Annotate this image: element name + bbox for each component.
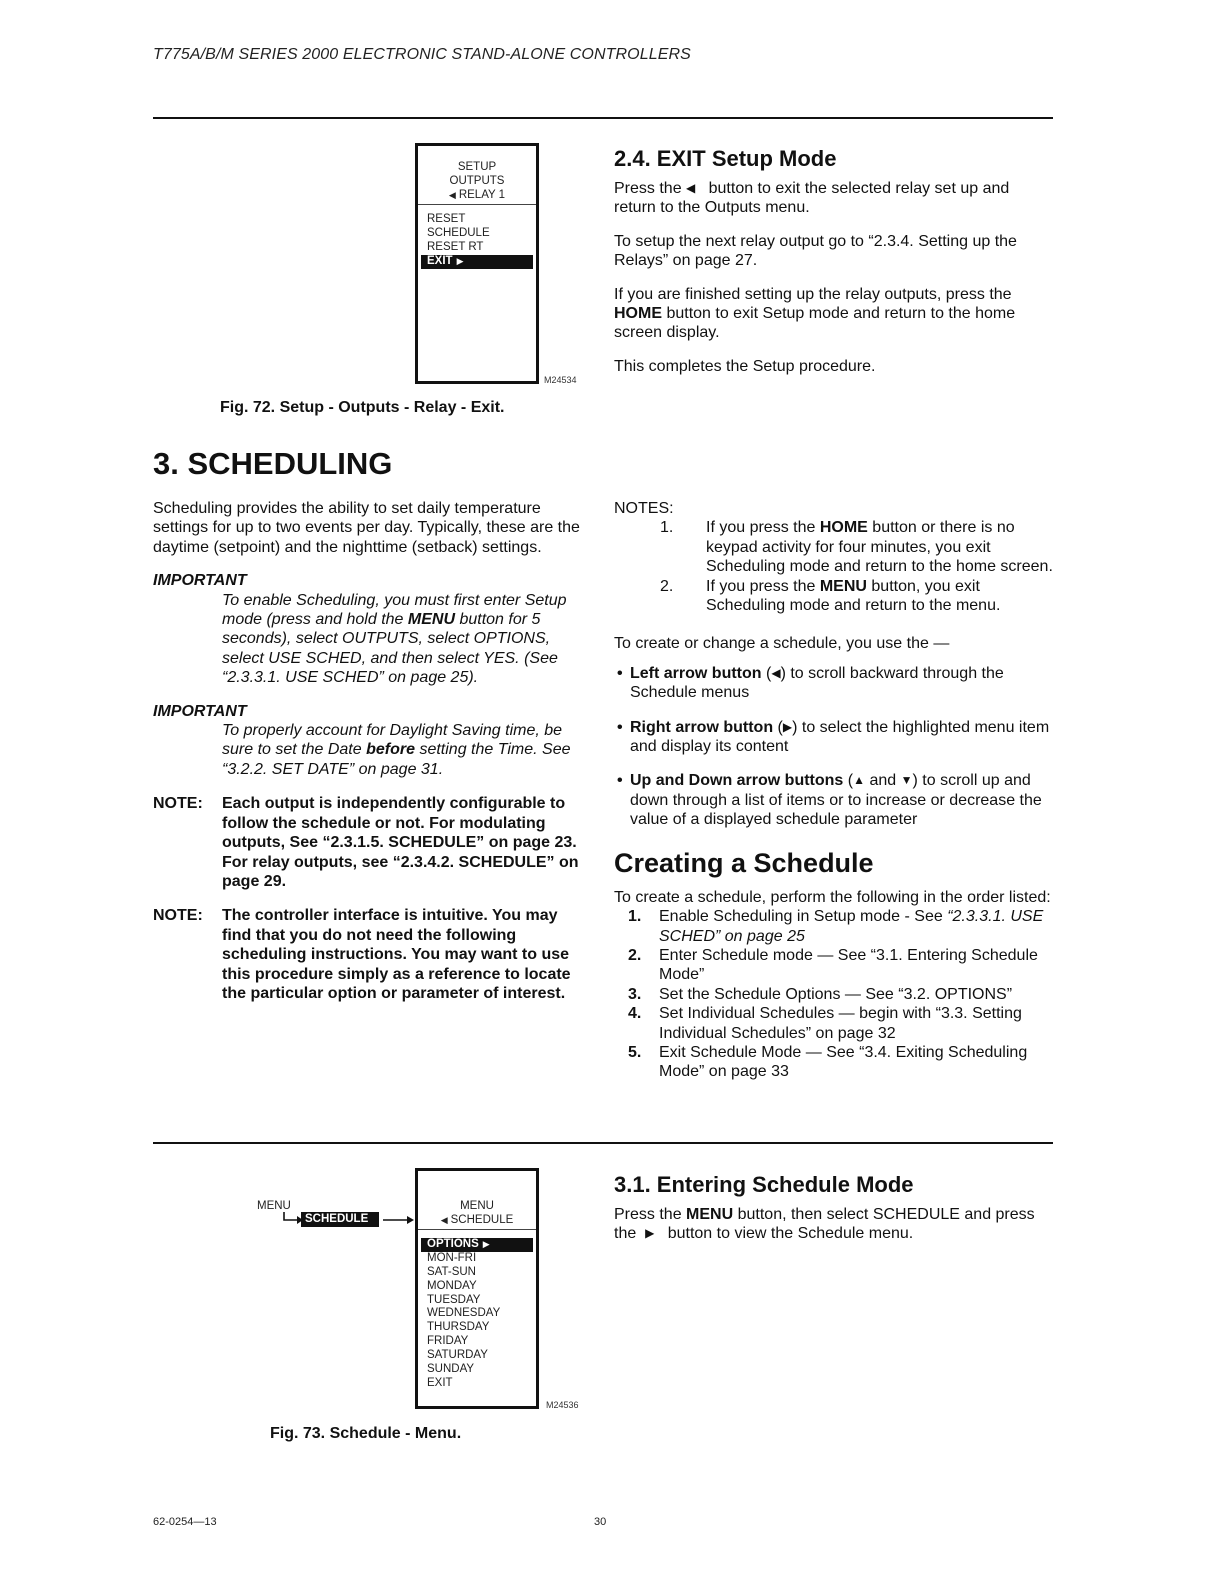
left-arrow-icon: ◀	[771, 665, 781, 680]
lcd-line-setup: SETUP	[457, 161, 497, 173]
step-5	[628, 1043, 1054, 1082]
imp2-text-b: setting the Time. See “3.2.2. SET DATE” on page 31.	[222, 741, 571, 778]
lcd-item-sat-sun: SAT-SUN	[427, 1265, 476, 1278]
exit-setup-p2: To setup the next relay output go to “2.3.4. Setting up the Relays” on page 27.	[614, 232, 1017, 270]
s2-text: Enter Schedule mode — See “3.1. Entering Schedule Mode”	[659, 946, 1038, 984]
p3-home-bold: HOME	[614, 305, 662, 323]
b2-rest: to select the highlighted menu item and display its content	[630, 718, 1050, 756]
footer-page-number: 30	[594, 1516, 607, 1528]
p1-text-b: button to exit the selected relay set up and return to the Outputs menu.	[614, 180, 1010, 217]
b3-and: and	[869, 772, 897, 790]
s5-text: Exit Schedule Mode — See “3.4. Exiting Scheduling Mode” on page 33	[659, 1043, 1028, 1081]
lcd-item-exit: EXIT	[427, 1376, 453, 1389]
b1-rest: to scroll backward through the Schedule menus	[630, 664, 1004, 702]
note-text-1: Each output is independently configurable to follow the schedule or not. For modulating outputs, See “2.3.1.5. SCHEDULE” on page 23. For relay outputs, see “2.3.4.2. SCHEDULE” on page 29.	[222, 795, 579, 890]
scheduling-left-column	[153, 499, 589, 1003]
notes-label: NOTES:	[614, 500, 674, 517]
b2-bold: Right arrow button	[630, 718, 774, 736]
n1-home-bold: HOME	[819, 519, 868, 537]
lcd-item-sunday: SUNDAY	[427, 1363, 475, 1376]
step-num-4: 4.	[628, 1005, 642, 1023]
right-arrow-icon: ▶	[645, 1226, 655, 1241]
note-text-2: The controller interface is intuitive. You may find that you do not need the following scheduling instructions. You may want to use this procedure simply as a reference to locate the particular option or parameter of interest.	[222, 907, 571, 1002]
exit-setup-p4: This completes the Setup procedure.	[614, 357, 876, 375]
middle-divider	[153, 1142, 1053, 1144]
lcd-item-exit-selected: EXIT ▶	[421, 255, 533, 269]
left-arrow-icon: ◀	[686, 181, 696, 195]
fig73-code: M24536	[546, 1400, 579, 1410]
note-1	[153, 794, 589, 891]
b3-rest: to scroll up and down through a list of items or to increase or decrease the value of a displayed schedule parameter	[630, 772, 1042, 829]
b3-bold: Up and Down arrow buttons	[630, 772, 844, 790]
bullet-left-arrow: • Left arrow button (◀) to scroll backward through the Schedule menus	[614, 664, 1054, 703]
p3-text-b: button to exit Setup mode and return to the home screen display.	[614, 305, 1016, 342]
note-label-2: NOTE:	[153, 907, 203, 925]
entering-heading: 3.1. Entering Schedule Mode	[614, 1172, 914, 1197]
lcd-item-reset: RESET	[427, 213, 466, 225]
lcd-item-schedule: SCHEDULE	[427, 226, 490, 239]
fig73-caption: Fig. 73. Schedule - Menu.	[270, 1425, 462, 1442]
exit-setup-p1	[614, 179, 1054, 218]
imp1-text-a: To enable Scheduling, you must first enter Setup mode (press and hold the	[222, 591, 567, 629]
entering-menu-bold: MENU	[686, 1206, 734, 1223]
lcd-line-menu: MENU	[460, 1200, 494, 1212]
exit-setup-section	[614, 146, 1054, 376]
p3-text-a: If you are finished setting up the relay outputs, press the	[614, 285, 1012, 303]
scheduling-right-column	[614, 499, 1054, 1082]
lcd-item-friday: FRIDAY	[427, 1335, 469, 1348]
entering-text-b: button, then select SCHEDULE and press the	[614, 1206, 1035, 1243]
important-label-1: IMPORTANT	[153, 572, 247, 590]
imp1-menu-bold: MENU	[407, 611, 456, 629]
footer-doc-number: 62-0254—13	[153, 1516, 217, 1528]
exit-setup-p3	[614, 285, 1054, 343]
entering-text-a: Press the	[614, 1206, 682, 1223]
step-4	[628, 1004, 1054, 1043]
notes-item-1	[614, 518, 1054, 576]
notes-num-1: 1.	[660, 519, 674, 537]
entering-section	[614, 1172, 1054, 1244]
step-num-5: 5.	[628, 1043, 642, 1061]
lcd-line-outputs: OUTPUTS	[449, 175, 505, 187]
n2-menu-bold: MENU	[819, 577, 867, 595]
n2-text-a: If you press the	[706, 577, 816, 595]
lcd-item-reset-rt: RESET RT	[427, 240, 484, 253]
step-num-2: 2.	[628, 946, 642, 964]
fig73-menu-label: MENU	[257, 1200, 291, 1212]
up-arrow-icon: ▲	[853, 773, 865, 788]
entering-text-c: button to view the Schedule menu.	[667, 1225, 914, 1243]
lcd-item-thursday: THURSDAY	[427, 1321, 490, 1334]
note-2	[153, 906, 589, 1003]
bullet-right-arrow: • Right arrow button (▶) to select the highlighted menu item and display its content	[614, 718, 1054, 757]
lcd-item-saturday: SATURDAY	[427, 1349, 488, 1362]
scheduling-intro: Scheduling provides the ability to set daily temperature settings for up to two events per day. Typically, these are the daytime (setpoint) and the nighttime (setback) settings.	[153, 500, 580, 556]
running-header: T775A/B/M SERIES 2000 ELECTRONIC STAND-ALONE CONTROLLERS	[153, 46, 691, 63]
exit-setup-heading: 2.4. EXIT Setup Mode	[614, 146, 837, 171]
right-arrow-icon: ▶	[782, 719, 793, 734]
step-3	[628, 985, 1054, 1004]
creating-intro: To create a schedule, perform the following in the order listed:	[614, 888, 1051, 906]
creating-heading: Creating a Schedule	[614, 847, 874, 878]
imp2-text-a: To properly account for Daylight Saving time, be sure to set the Date	[222, 722, 563, 759]
lcd-item-wednesday: WEDNESDAY	[427, 1307, 501, 1320]
step-2	[628, 946, 1054, 985]
fig72-caption: Fig. 72. Setup - Outputs - Relay - Exit.	[220, 399, 505, 416]
fig73-lcd-screen	[415, 1168, 539, 1409]
right-arrowhead	[407, 1216, 414, 1224]
s1-ref: “2.3.3.1. USE SCHED” on page 25	[659, 908, 1044, 945]
fig72-code: M24534	[544, 375, 577, 385]
important-block-2	[153, 702, 589, 780]
lcd-item-monday: MONDAY	[427, 1279, 477, 1292]
creating-steps	[628, 907, 1054, 1082]
s3-text: Set the Schedule Options — See “3.2. OPTIONS”	[659, 985, 1013, 1003]
note-label-1: NOTE:	[153, 795, 203, 813]
b1-bold: Left arrow button	[630, 664, 762, 682]
entering-paragraph	[614, 1205, 1054, 1244]
lcd-line-schedule: ◀ SCHEDULE	[418, 1213, 536, 1227]
down-arrow-icon: ▼	[900, 773, 913, 788]
imp2-before-bold: before	[366, 741, 415, 759]
imp1-text-b: button for 5 seconds), select OUTPUTS, select OPTIONS, select USE SCHED, and then select YES. (See “2.3.3.1. USE SCHED” on page 25).	[222, 611, 558, 687]
top-divider	[153, 117, 1053, 119]
important-text-1	[222, 591, 589, 688]
bullet-up-down-arrows: • Up and Down arrow buttons (▲ and ▼) to scroll up and down through a list of items or to increase or decrease the value of a displayed schedule parameter	[614, 771, 1054, 829]
notes-num-2: 2.	[660, 577, 674, 595]
lcd-line-relay: ◀ RELAY 1	[418, 188, 536, 202]
s1-text: Enable Scheduling in Setup mode - See	[659, 908, 943, 926]
elbow-connector	[284, 1212, 297, 1220]
notes-item-2	[614, 577, 1054, 616]
lcd-item-tuesday: TUESDAY	[427, 1293, 481, 1306]
important-label-2: IMPORTANT	[153, 702, 247, 720]
n1-text-a: If you press the	[706, 519, 816, 537]
fig72-lcd-screen	[415, 143, 539, 384]
important-text-2	[222, 721, 589, 779]
schedule-key-label: SCHEDULE	[301, 1212, 379, 1227]
p1-text-a: Press the	[614, 180, 682, 197]
step-1	[628, 907, 1054, 946]
s4-text: Set Individual Schedules — begin with “3.3. Setting Individual Schedules” on page 32	[659, 1005, 1022, 1042]
lcd-item-options-selected: OPTIONS ▶	[421, 1238, 533, 1252]
important-block-1	[153, 571, 589, 687]
controls-intro: To create or change a schedule, you use the —	[614, 635, 950, 653]
n2-text-b: button, you exit Scheduling mode and return to the menu.	[706, 577, 1001, 615]
scheduling-heading: 3. SCHEDULING	[153, 446, 393, 481]
step-num-1: 1.	[628, 908, 642, 926]
n1-text-b: button or there is no keypad activity for four minutes, you exit Scheduling mode and return to the home screen.	[706, 519, 1053, 576]
lcd-item-mon-fri: MON-FRI	[427, 1251, 477, 1264]
step-num-3: 3.	[628, 985, 642, 1003]
